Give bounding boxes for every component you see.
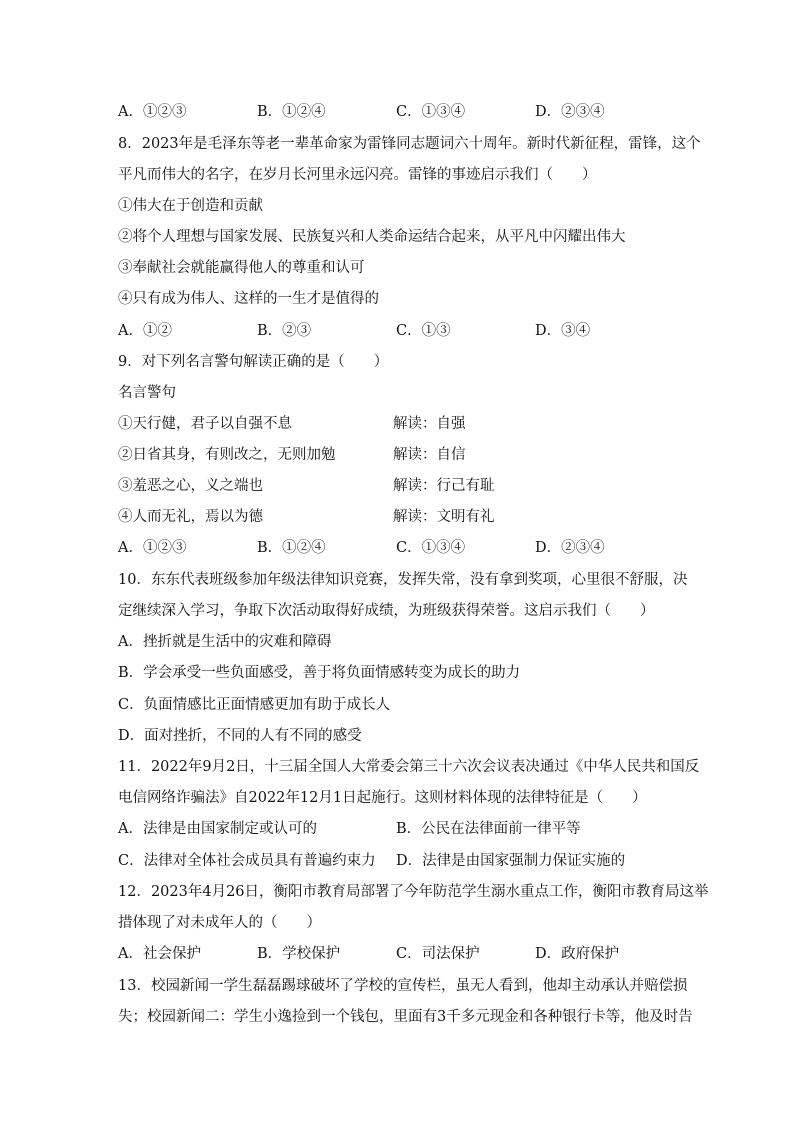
- q11-options-row-1: [118, 819, 678, 839]
- q8-option-c[interactable]: C．①③: [396, 323, 451, 339]
- q12-option-a[interactable]: A．社会保护: [118, 946, 201, 962]
- q7-option-d[interactable]: D．②③④: [535, 104, 605, 120]
- q10-stem-line-2: 定继续深入学习，争取下次活动取得好成绩，为班级获得荣誉。这启示我们（ ）: [118, 603, 655, 619]
- q9-quote: ④人而无礼，焉以为德: [118, 509, 263, 525]
- q9-option-d[interactable]: D．②③④: [535, 540, 605, 556]
- q7-option-b[interactable]: B．①②④: [257, 104, 326, 120]
- q9-reading: 解读：行己有耻: [393, 478, 495, 494]
- q13-stem-line-2: 失；校园新闻二：学生小逸捡到一个钱包，里面有3千多元现金和各种银行卡等，他及时告: [118, 1009, 693, 1025]
- q11-option-b[interactable]: B．公民在法律面前一律平等: [396, 821, 581, 837]
- q7-option-c[interactable]: C．①③④: [396, 104, 466, 120]
- q9-reading: 解读：自强: [393, 416, 466, 432]
- q8-option-b[interactable]: B．②③: [257, 323, 312, 339]
- q9-row-1: [118, 414, 678, 434]
- q10-stem-line-1: 10．东东代表班级参加年级法律知识竞赛，发挥失常，没有拿到奖项，心里很不舒服，决: [118, 572, 688, 588]
- q8-options: [118, 321, 678, 341]
- q9-row-2: [118, 445, 678, 465]
- q12-option-c[interactable]: C．司法保护: [396, 946, 480, 962]
- q9-option-b[interactable]: B．①②④: [257, 540, 326, 556]
- q9-option-c[interactable]: C．①③④: [396, 540, 466, 556]
- q9-quote: ③羞恶之心，义之端也: [118, 478, 263, 494]
- q12-option-d[interactable]: D．政府保护: [535, 946, 620, 962]
- q9-quote: ②日省其身，有则改之，无则加勉: [118, 447, 336, 463]
- q11-stem-line-1: 11．2022年9月2日，十三届全国人大常委会第三十六次会议表决通过《中华人民共和国反: [118, 759, 700, 775]
- q12-options: [118, 944, 678, 964]
- q9-options: [118, 538, 678, 558]
- q12-stem-line-2: 措体现了对未成年人的（ ）: [118, 915, 321, 931]
- q9-reading: 解读：文明有礼: [393, 509, 495, 525]
- q11-option-c[interactable]: C．法律对全体社会成员具有普遍约束力: [118, 853, 376, 869]
- q10-option-b[interactable]: B．学会承受一些负面感受，善于将负面情感转变为成长的助力: [118, 665, 521, 681]
- q11-options-row-2: [118, 851, 678, 871]
- q7-option-a[interactable]: A．①②③: [118, 104, 187, 120]
- q9-row-3: [118, 476, 678, 496]
- q8-item-2: ②将个人理想与国家发展、民族复兴和人类命运结合起来，从平凡中闪耀出伟大: [118, 229, 626, 245]
- q11-option-a[interactable]: A．法律是由国家制定或认可的: [118, 821, 317, 837]
- q9-table-header: 名言警句: [118, 385, 176, 401]
- q11-option-d[interactable]: D．法律是由国家强制力保证实施的: [396, 853, 626, 869]
- q8-item-3: ③奉献社会就能赢得他人的尊重和认可: [118, 260, 365, 276]
- q9-reading: 解读：自信: [393, 447, 466, 463]
- q10-option-d[interactable]: D．面对挫折，不同的人有不同的感受: [118, 728, 362, 744]
- q11-stem-line-2: 电信网络诈骗法》自2022年12月1日起施行。这则材料体现的法律特征是（ ）: [118, 790, 647, 806]
- q9-option-a[interactable]: A．①②③: [118, 540, 187, 556]
- q9-stem: 9．对下列名言警句解读正确的是（ ）: [118, 354, 389, 370]
- q7-options: [118, 102, 678, 122]
- q10-option-c[interactable]: C．负面情感比正面情感更加有助于成长人: [118, 697, 391, 713]
- q8-option-a[interactable]: A．①②: [118, 323, 172, 339]
- q8-item-1: ①伟大在于创造和贡献: [118, 198, 263, 214]
- q12-stem-line-1: 12．2023年4月26日，衡阳市教育局部署了今年防范学生溺水重点工作，衡阳市教育局这举: [118, 884, 709, 900]
- q8-option-d[interactable]: D．③④: [535, 323, 591, 339]
- q8-item-4: ④只有成为伟人、这样的一生才是值得的: [118, 291, 379, 307]
- q8-stem-line-1: 8．2023年是毛泽东等老一辈革命家为雷锋同志题词六十周年。新时代新征程，雷锋，这个: [118, 136, 701, 152]
- q10-option-a[interactable]: A．挫折就是生活中的灾难和障碍: [118, 634, 332, 650]
- q9-row-4: [118, 507, 678, 527]
- q8-stem-line-2: 平凡而伟大的名字，在岁月长河里永远闪亮。雷锋的事迹启示我们（ ）: [118, 167, 597, 183]
- q13-stem-line-1: 13．校园新闻一学生磊磊踢球破坏了学校的宣传栏，虽无人看到，他却主动承认并赔偿损: [118, 978, 688, 994]
- q9-quote: ①天行健，君子以自强不息: [118, 416, 292, 432]
- q12-option-b[interactable]: B．学校保护: [257, 946, 341, 962]
